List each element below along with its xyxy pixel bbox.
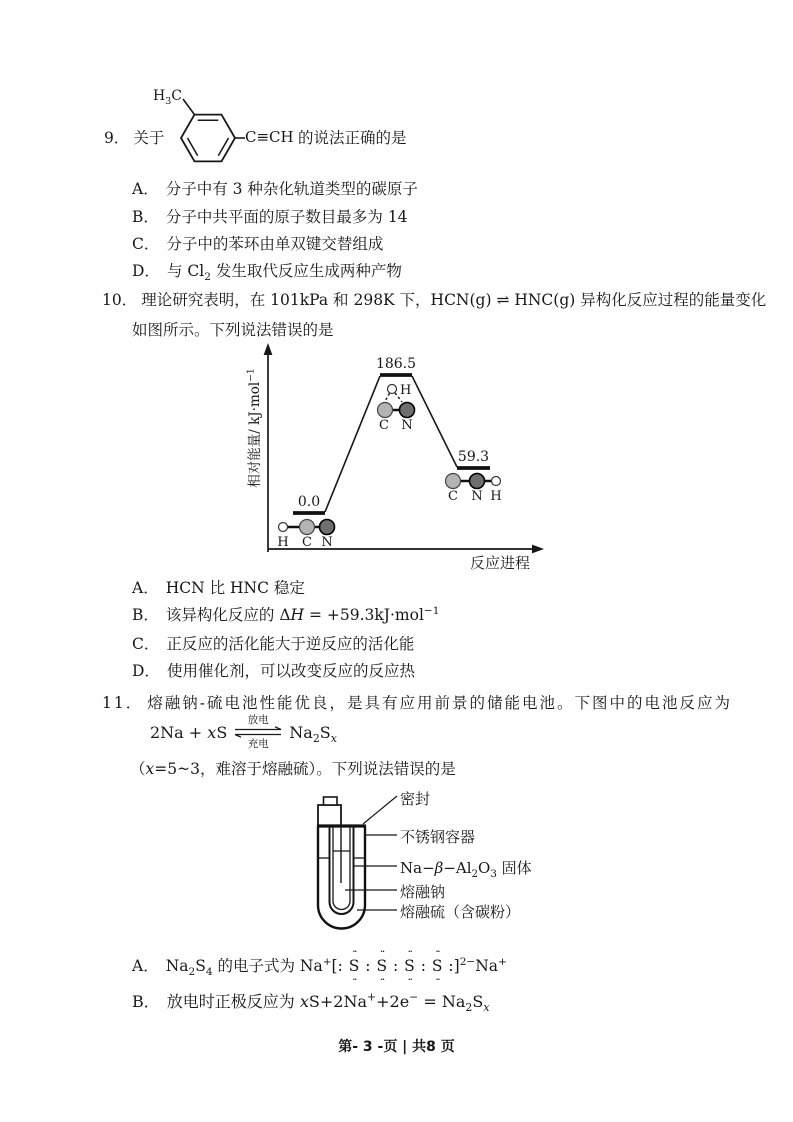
q10-stem1-text: 理论研究表明，在 101kPa 和 298K 下，HCN(g) ⇌ HNC(g) 异构化反应过程的能量变化 xyxy=(141,291,767,309)
rise-connector xyxy=(325,376,380,512)
option-text: $Na_2S_4$ 的电子式为 Na+[: ·· S ·· : ·· S ·· : ·· S ·· : ·· S ·· :]$^{2-}$Na+ xyxy=(165,945,507,986)
option-label: C． xyxy=(132,235,160,253)
option-label: D． xyxy=(132,262,160,280)
q9-tail-text: 的说法正确的是 xyxy=(298,129,407,147)
h-atom xyxy=(279,523,288,532)
h-atom xyxy=(492,477,501,486)
q9-option-c xyxy=(132,233,383,256)
q11-stem-text: 熔融钠-硫电池性能优良，是具有应用前景的储能电池。下图中的电池反应为 xyxy=(147,694,732,712)
equilibrium-arrows-icon xyxy=(232,726,284,738)
option-text: 该异构化反应的 ΔH = +59.3kJ·mol$^{-1}$ xyxy=(165,604,440,624)
q10-option-a xyxy=(132,577,305,600)
methyl-group-label: $H_3C$ xyxy=(153,88,182,107)
n-atom-label: N xyxy=(321,535,333,550)
energy-profile-plot xyxy=(235,340,565,575)
h-atom-label: H xyxy=(277,535,289,550)
charge-label: 充电 xyxy=(247,738,269,751)
product-energy-value: 59.3 xyxy=(457,449,490,465)
option-text: HCN 比 HNC 稳定 xyxy=(165,579,305,597)
q10-stem-line2: 如图所示。下列说法错误的是 xyxy=(132,321,334,339)
option-label: B． xyxy=(132,606,159,624)
battery-label-seal: 密封 xyxy=(400,790,431,808)
c-atom xyxy=(378,403,393,418)
q11-cell-reaction-equation xyxy=(150,714,337,750)
methyl-bond xyxy=(183,99,195,115)
option-label: C． xyxy=(132,635,160,653)
q11-battery-diagram xyxy=(300,780,700,945)
y-axis-title: 相对能量/ kJ·mol$^{-1}$ xyxy=(245,368,263,488)
x-axis-title: 反应进程 xyxy=(469,554,531,572)
q10-stem-line1 xyxy=(102,288,766,310)
option-text: 分子中共平面的原子数目最多为 14 xyxy=(165,208,408,226)
page-footer: 第- 3 -页 | 共8 页 xyxy=(338,1039,455,1055)
q11-option-b xyxy=(132,990,489,1014)
battery-label-container: 不锈钢容器 xyxy=(400,828,476,846)
transition-energy-value: 186.5 xyxy=(375,356,417,372)
q9-option-d xyxy=(132,260,402,283)
c-atom-label: C xyxy=(448,489,458,504)
q10-option-b xyxy=(132,604,439,627)
option-label: A． xyxy=(132,957,159,975)
q9-number: 9． xyxy=(104,129,130,147)
q11-option-a xyxy=(132,945,507,986)
battery-label-electrolyte: $Na-\beta-Al_2O_3$ 固体 xyxy=(400,859,532,880)
equation-left: 2Na + xS xyxy=(150,722,228,742)
q11-note: （x=5~3，难溶于熔融硫）。下列说法错误的是 xyxy=(130,760,456,778)
q10-energy-diagram xyxy=(235,340,565,575)
n-atom xyxy=(400,403,415,418)
option-text: 使用催化剂，可以改变反应的反应热 xyxy=(166,662,415,680)
q10-option-d xyxy=(132,660,415,683)
battery-label-sodium: 熔融钠 xyxy=(400,883,446,901)
battery-neck xyxy=(318,805,341,826)
option-label: B． xyxy=(132,208,159,226)
y-axis-arrowhead xyxy=(264,343,273,355)
c-atom-label: C xyxy=(379,418,389,433)
ethynyl-group-label: C≡CH xyxy=(245,128,294,146)
reversible-arrows xyxy=(232,714,284,750)
option-text: 分子中有 3 种杂化轨道类型的碳原子 xyxy=(165,180,418,198)
h-atom xyxy=(388,385,397,394)
battery-label-sulfur: 熔融硫（含碳粉） xyxy=(400,903,521,921)
c-atom-label: C xyxy=(302,535,312,550)
q10-option-c xyxy=(132,633,414,656)
option-label: A． xyxy=(132,579,159,597)
option-label: B． xyxy=(132,992,160,1011)
h-atom-label: H xyxy=(490,489,502,504)
n-atom xyxy=(320,520,335,535)
q9-option-b xyxy=(132,206,408,229)
equation-right: $Na_2S_x$ xyxy=(289,722,337,745)
option-label: D． xyxy=(132,662,160,680)
c-atom xyxy=(446,474,461,489)
n-atom-label: N xyxy=(401,418,413,433)
reactant-energy-value: 0.0 xyxy=(297,494,321,510)
seal-leader-line xyxy=(363,796,397,824)
x-axis-arrowhead xyxy=(532,545,544,554)
q9-structure xyxy=(148,86,298,172)
q9-lead-text: 关于 xyxy=(133,129,165,147)
h-atom-label: H xyxy=(400,383,412,398)
option-text: 分子中的苯环由单双键交替组成 xyxy=(166,235,384,253)
option-text: 与 $Cl_2$ 发生取代反应生成两种产物 xyxy=(166,262,402,284)
c-atom xyxy=(300,520,315,535)
benzene-hexagon xyxy=(181,115,235,162)
q10-number: 10． xyxy=(102,291,138,309)
discharge-label: 放电 xyxy=(247,714,269,726)
n-atom xyxy=(470,474,485,489)
option-text: 正反应的活化能大于逆反应的活化能 xyxy=(166,635,415,653)
q11-number: 11． xyxy=(102,694,144,712)
option-label: A． xyxy=(132,180,159,198)
fall-connector xyxy=(412,376,457,467)
option-text: 放电时正极反应为 $xS+2Na^++2e^- = Na_2S_x$ xyxy=(166,990,490,1015)
n-atom-label: N xyxy=(471,489,483,504)
q9-option-a xyxy=(132,178,418,201)
q11-stem xyxy=(102,691,732,713)
terminal-cap xyxy=(324,797,338,805)
